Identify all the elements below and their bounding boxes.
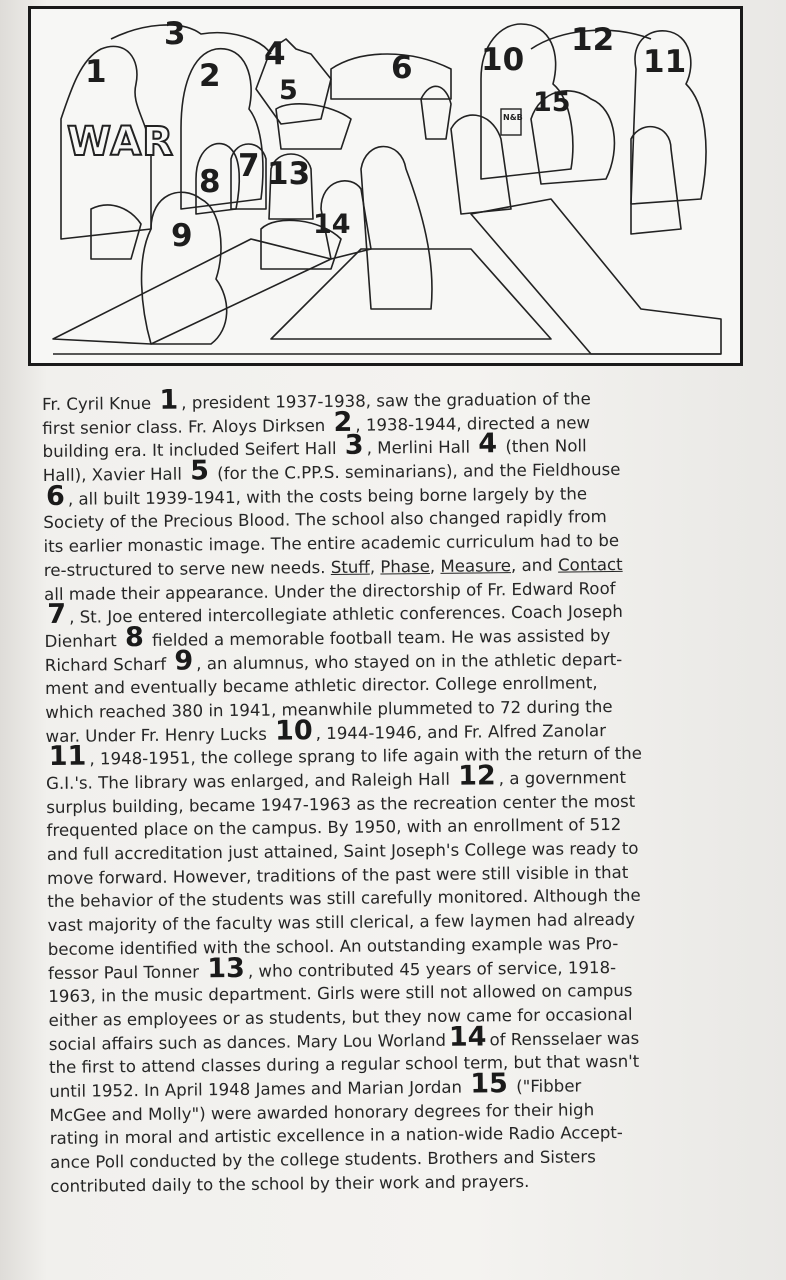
marker-13: 13 bbox=[267, 156, 311, 192]
marker-2: 2 bbox=[199, 58, 221, 94]
text-line: McGee and Molly") were awarded honorary degrees for their high bbox=[49, 1099, 595, 1125]
marker-9: 9 bbox=[171, 218, 193, 254]
marker-3: 3 bbox=[164, 16, 186, 52]
text-line: 7 , St. Joe entered intercollegiate athletic conferences. Coach Joseph bbox=[47, 598, 623, 631]
text-line: until 1952. In April 1948 James and Marian Jordan 15 ("Fibber bbox=[49, 1068, 582, 1101]
text-line: war. Under Fr. Henry Lucks 10 , 1944-1946, and Fr. Alfred Zanolar bbox=[45, 714, 607, 747]
text-line: Richard Scharf 9 , an alumnus, who stayed on in the athletic depart- bbox=[44, 644, 623, 677]
text-line: Fr. Cyril Knue 1 , president 1937-1938, saw the graduation of the bbox=[42, 384, 591, 416]
text-line: G.I.'s. The library was enlarged, and Raleigh Hall 12 , a government bbox=[45, 760, 627, 793]
marker-15: 15 bbox=[533, 87, 571, 118]
text-line: the behavior of the students was still carefully monitored. Although the bbox=[47, 886, 641, 912]
text-line: ance Poll conducted by the college students. Brothers and Sisters bbox=[49, 1147, 596, 1172]
text-line: either as employees or as students, but they now came for occasional bbox=[48, 1004, 633, 1030]
illustration-line-art bbox=[31, 9, 740, 363]
marker-4: 4 bbox=[264, 36, 286, 72]
text-line: Society of the Precious Blood. The school also changed rapidly from bbox=[43, 507, 607, 533]
text-line: 1963, in the music department. Girls were still not allowed on campus bbox=[48, 981, 633, 1007]
text-line: become identified with the school. An outstanding example was Pro- bbox=[47, 933, 619, 959]
text-line: first senior class. Fr. Aloys Dirksen 2 , 1938-1944, directed a new bbox=[42, 406, 591, 438]
marker-8: 8 bbox=[199, 164, 221, 200]
text-line: frequented place on the campus. By 1950, with an enrollment of 512 bbox=[46, 815, 622, 841]
war-lettering: WAR bbox=[67, 119, 175, 165]
building-sign: N&B bbox=[503, 113, 523, 122]
text-line: which reached 380 in 1941, meanwhile plummeted to 72 during the bbox=[45, 696, 613, 722]
text-line: its earlier monastic image. The entire academic curriculum had to be bbox=[43, 531, 620, 557]
text-line: the first to attend classes during a regular school term, but that wasn't bbox=[48, 1052, 640, 1078]
history-text-block bbox=[42, 386, 756, 1199]
text-line: move forward. However, traditions of the past were still visible in that bbox=[46, 862, 629, 888]
marker-14: 14 bbox=[313, 209, 351, 240]
marker-6: 6 bbox=[391, 50, 413, 86]
marker-1: 1 bbox=[85, 54, 107, 90]
text-line: all made their appearance. Under the directorship of Fr. Edward Roof bbox=[44, 578, 616, 604]
marker-5: 5 bbox=[279, 75, 298, 106]
text-line: Dienhart 8 fielded a memorable football team. He was assisted by bbox=[44, 621, 611, 654]
marker-12: 12 bbox=[571, 22, 615, 58]
text-line: ment and eventually became athletic director. College enrollment, bbox=[44, 673, 598, 699]
text-line: Hall), Xavier Hall 5 (for the C.PP.S. seminarians), and the Fieldhouse bbox=[42, 455, 621, 487]
marker-7: 7 bbox=[238, 148, 260, 184]
text-line: 6 , all built 1939-1941, with the costs being borne largely by the bbox=[45, 480, 588, 512]
text-line: re-structured to serve new needs. Stuff, Phase, Measure, and Contact bbox=[43, 554, 623, 580]
marker-11: 11 bbox=[643, 44, 687, 80]
text-line: vast majority of the faculty was still clerical, a few laymen had already bbox=[47, 909, 636, 936]
text-line: fessor Paul Tonner 13 , who contributed 45 years of service, 1918- bbox=[47, 952, 617, 984]
text-line: social affairs such as dances. Mary Lou Worland 14 of Rensselaer was bbox=[48, 1020, 640, 1054]
text-line: surplus building, became 1947-1963 as the recreation center the most bbox=[46, 791, 636, 817]
text-line: contributed daily to the school by their work and prayers. bbox=[50, 1171, 530, 1196]
text-line: rating in moral and artistic excellence in a nation-wide Radio Accept- bbox=[49, 1123, 623, 1149]
text-line: and full accreditation just attained, Saint Joseph's College was ready to bbox=[46, 838, 639, 865]
text-line: building era. It included Seifert Hall 3 , Merlini Hall 4 (then Noll bbox=[42, 428, 587, 462]
marker-10: 10 bbox=[481, 42, 525, 78]
historical-illustration bbox=[28, 6, 743, 366]
text-line: 11 , 1948-1951, the college sprang to life again with the return of the bbox=[48, 740, 643, 773]
